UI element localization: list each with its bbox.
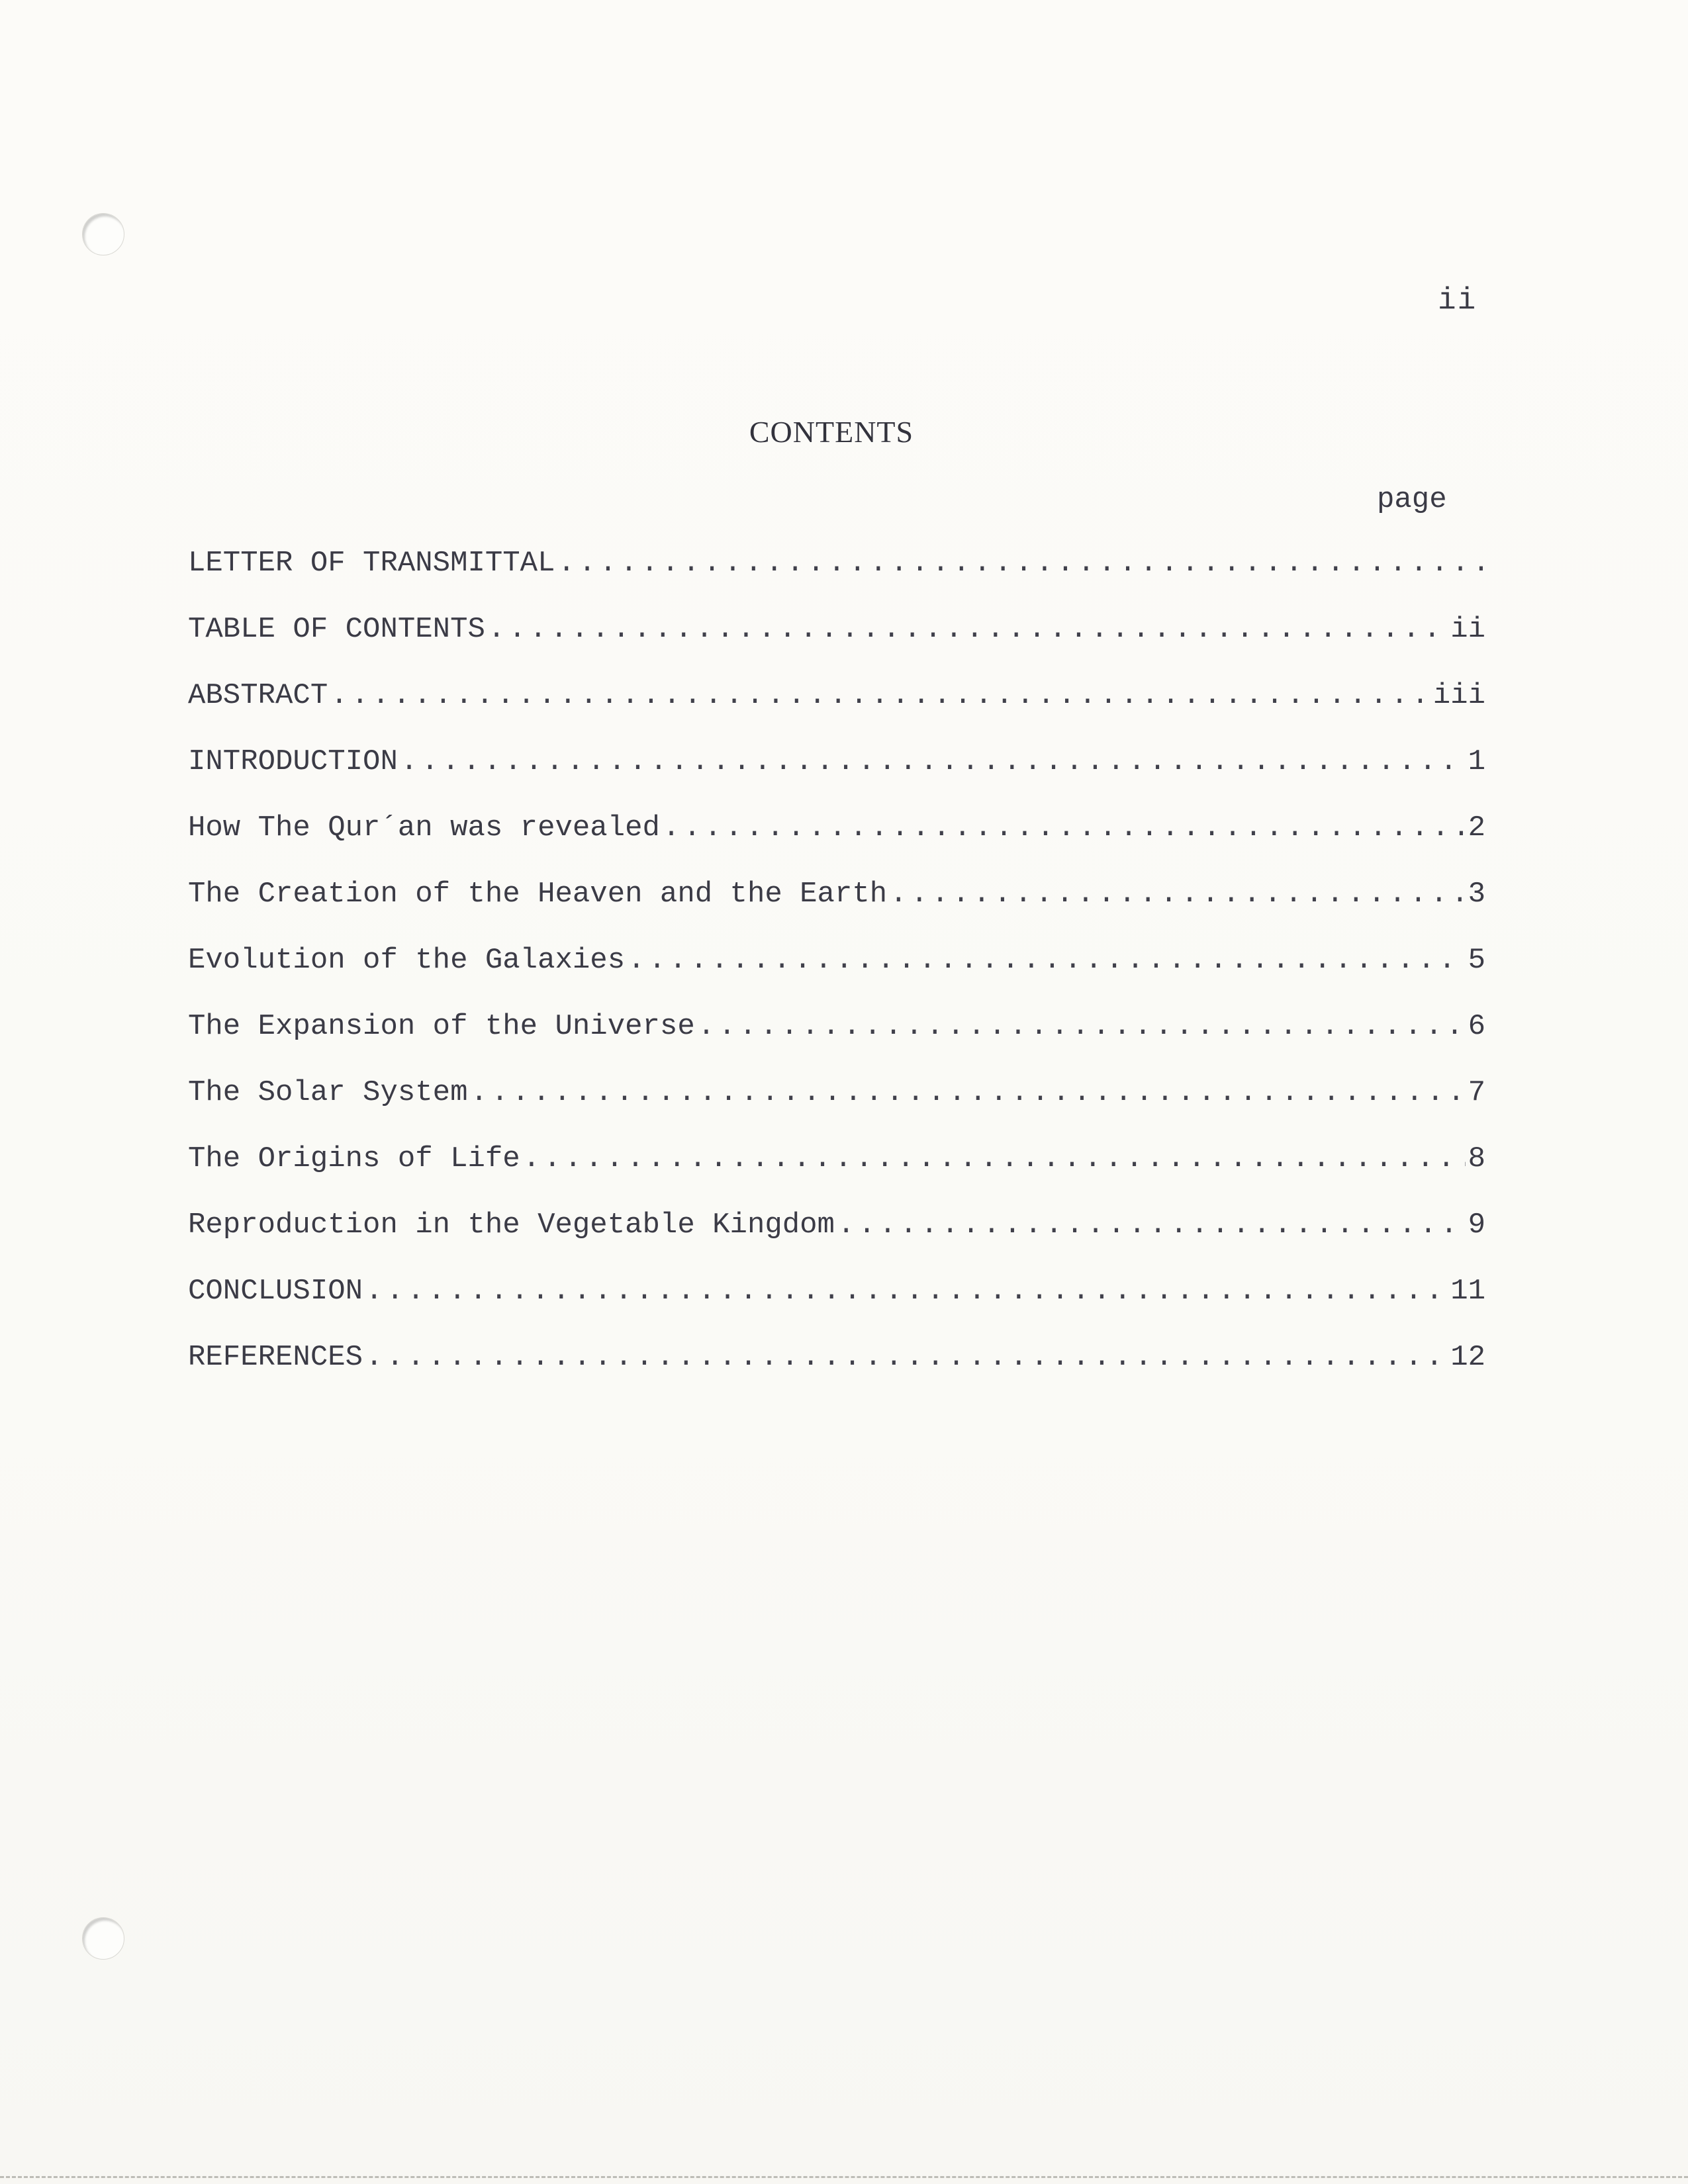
toc-entry-page: 5 — [1468, 944, 1485, 977]
toc-entry-origins-life — [188, 1142, 1485, 1208]
toc-dot-leader — [365, 1341, 1448, 1374]
toc-entry-page: 1 — [1468, 745, 1485, 778]
toc-entry-evolution-galaxies — [188, 944, 1485, 1010]
toc-entry-page: 6 — [1468, 1010, 1485, 1043]
punch-hole-bottom — [82, 1917, 124, 1960]
toc-entry-abstract — [188, 679, 1485, 745]
table-of-contents — [188, 547, 1485, 1407]
toc-dot-leader — [558, 547, 1483, 580]
toc-entry-table-of-contents — [188, 613, 1485, 679]
toc-entry-title: The Expansion of the Universe — [188, 1010, 695, 1043]
perforated-edge — [0, 2176, 1688, 2178]
toc-dot-leader — [365, 1275, 1448, 1308]
toc-dot-leader — [488, 613, 1448, 646]
toc-entry-introduction — [188, 745, 1485, 811]
toc-dot-leader — [837, 1208, 1466, 1242]
toc-entry-title: Evolution of the Galaxies — [188, 944, 626, 977]
toc-entry-reproduction-vegetable-kingdom — [188, 1208, 1485, 1275]
punch-hole-top — [82, 213, 124, 255]
toc-dot-leader — [400, 745, 1466, 778]
toc-entry-page: iii — [1432, 679, 1485, 712]
page-title: CONTENTS — [749, 415, 914, 449]
toc-entry-conclusion — [188, 1275, 1485, 1341]
toc-entry-title: INTRODUCTION — [188, 745, 398, 778]
toc-entry-title: The Origins of Life — [188, 1142, 520, 1175]
toc-entry-title: Reproduction in the Vegetable Kingdom — [188, 1208, 835, 1242]
toc-entry-page: ii — [1450, 613, 1485, 646]
toc-entry-page: 7 — [1468, 1076, 1485, 1109]
toc-entry-title: ABSTRACT — [188, 679, 328, 712]
toc-dot-leader — [330, 679, 1430, 712]
toc-entry-title: LETTER OF TRANSMITTAL — [188, 547, 555, 580]
toc-dot-leader — [698, 1010, 1466, 1043]
toc-entry-page: 2 — [1468, 811, 1485, 844]
toc-dot-leader — [470, 1076, 1465, 1109]
toc-entry-creation-heaven-earth — [188, 878, 1485, 944]
toc-entry-expansion-universe — [188, 1010, 1485, 1076]
toc-entry-title: How The Qur´an was revealed — [188, 811, 660, 844]
page-number: ii — [1438, 283, 1477, 318]
toc-entry-letter-of-transmittal — [188, 547, 1485, 613]
toc-dot-leader — [523, 1142, 1466, 1175]
toc-entry-title: REFERENCES — [188, 1341, 363, 1374]
toc-entry-page: 12 — [1450, 1341, 1485, 1374]
toc-entry-title: The Solar System — [188, 1076, 468, 1109]
toc-entry-solar-system — [188, 1076, 1485, 1142]
toc-entry-page: 3 — [1468, 878, 1485, 911]
toc-entry-page: 8 — [1468, 1142, 1485, 1175]
toc-entry-title: TABLE OF CONTENTS — [188, 613, 485, 646]
toc-entry-page: 11 — [1450, 1275, 1485, 1308]
toc-dot-leader — [890, 878, 1465, 911]
toc-entry-how-quran-revealed — [188, 811, 1485, 878]
toc-entry-title: The Creation of the Heaven and the Earth — [188, 878, 888, 911]
toc-entry-title: CONCLUSION — [188, 1275, 363, 1308]
page-column-label: page — [1377, 483, 1447, 516]
toc-entry-page: 9 — [1468, 1208, 1485, 1242]
toc-entry-references — [188, 1341, 1485, 1407]
toc-dot-leader — [628, 944, 1465, 977]
toc-dot-leader — [663, 811, 1466, 844]
